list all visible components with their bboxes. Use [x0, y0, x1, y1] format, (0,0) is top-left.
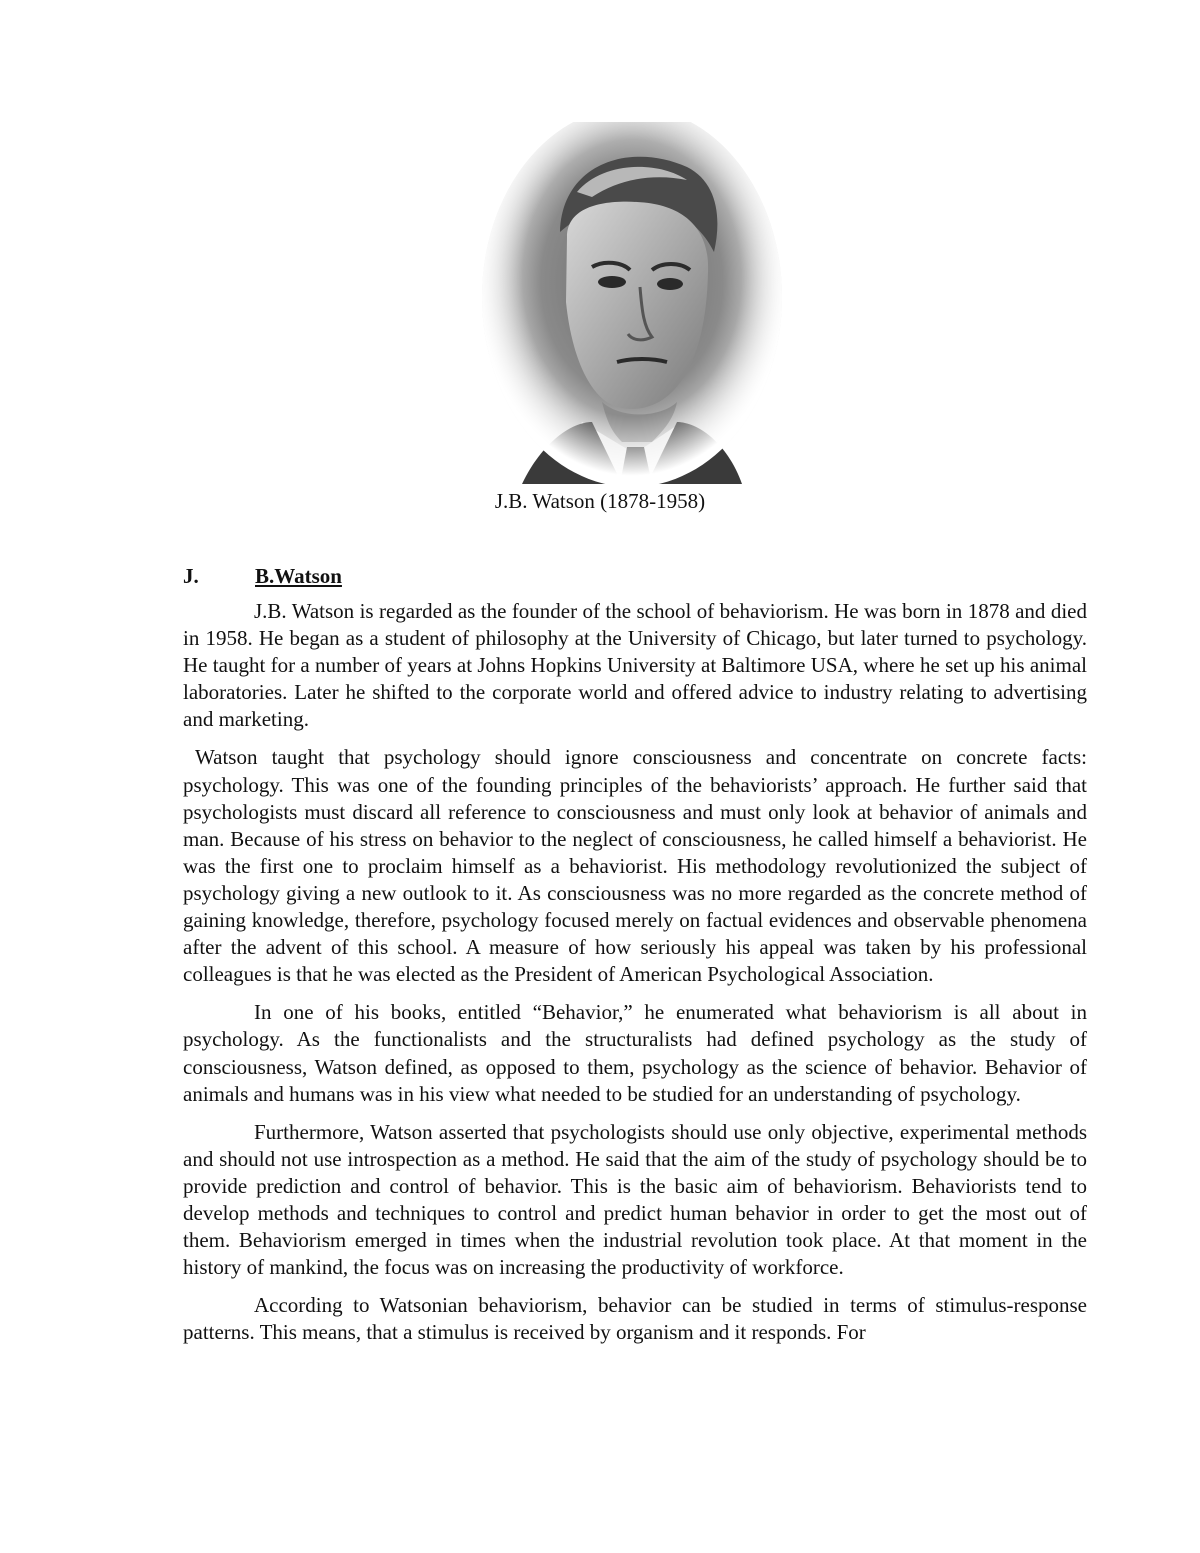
portrait-photo-icon — [482, 122, 782, 484]
portrait-caption: J.B. Watson (1878-1958) — [494, 489, 706, 513]
paragraph: According to Watsonian behaviorism, behavior can be studied in terms of stimulus-response patterns. This means, that a stimulus is received by organism and it responds. For — [183, 1293, 1087, 1345]
paragraph: In one of his books, entitled “Behavior,” he enumerated what behaviorism is all about in psychology. As the functionalists and the structuralists had defined psychology as the study of consciousness, Watson defined, as opposed to them, psychology as the science of behavior. Behavior of animals and humans was in his view what needed to be studied for an understanding of psychology. — [183, 1000, 1087, 1106]
section-heading — [183, 563, 342, 589]
heading-initial: J. — [183, 564, 199, 588]
paragraph: J.B. Watson is regarded as the founder of the school of behaviorism. He was born in 1878 and died in 1958. He began as a student of philosophy at the University of Chicago, but later turned to psychology. He taught for a number of years at Johns Hopkins University at Baltimore USA, where he set up his animal laboratories. Later he shifted to the corporate world and offered advice to industry relating to advertising and marketing. — [183, 599, 1087, 732]
body-text — [183, 598, 1087, 1346]
paragraph: Furthermore, Watson asserted that psychologists should use only objective, experimental methods and should not use introspection as a method. He said that the aim of the study of psychology should be to provide prediction and control of behavior. This is the basic aim of behaviorism. Behaviorists tend to develop methods and techniques to control and predict human behavior in order to get the most out of them. Behaviorism emerged in times when the industrial revolution took place. At that moment in the history of mankind, the focus was on increasing the productivity of workforce. — [183, 1119, 1087, 1280]
paragraph: Watson taught that psychology should ignore consciousness and concentrate on concrete facts: psychology. This was one of the founding principles of the behaviorists’ approach. He further said that psychologists must discard all reference to consciousness and must only look at behavior of animals and man. Because of his stress on behavior to the neglect of consciousness, he called himself a behaviorist. He was the first one to proclaim himself as a behaviorist. His methodology revolutionized the subject of psychology giving a new outlook to it. As consciousness was no more regarded as the concrete method of gaining knowledge, therefore, psychology focused merely on factual evidences and observable phenomena after the advent of this school. A measure of how seriously his appeal was taken by his professional colleagues is that he was elected as the President of American Psychological Association. — [183, 745, 1087, 987]
portrait-photo — [482, 122, 782, 484]
heading-name: B.Watson — [255, 564, 342, 588]
